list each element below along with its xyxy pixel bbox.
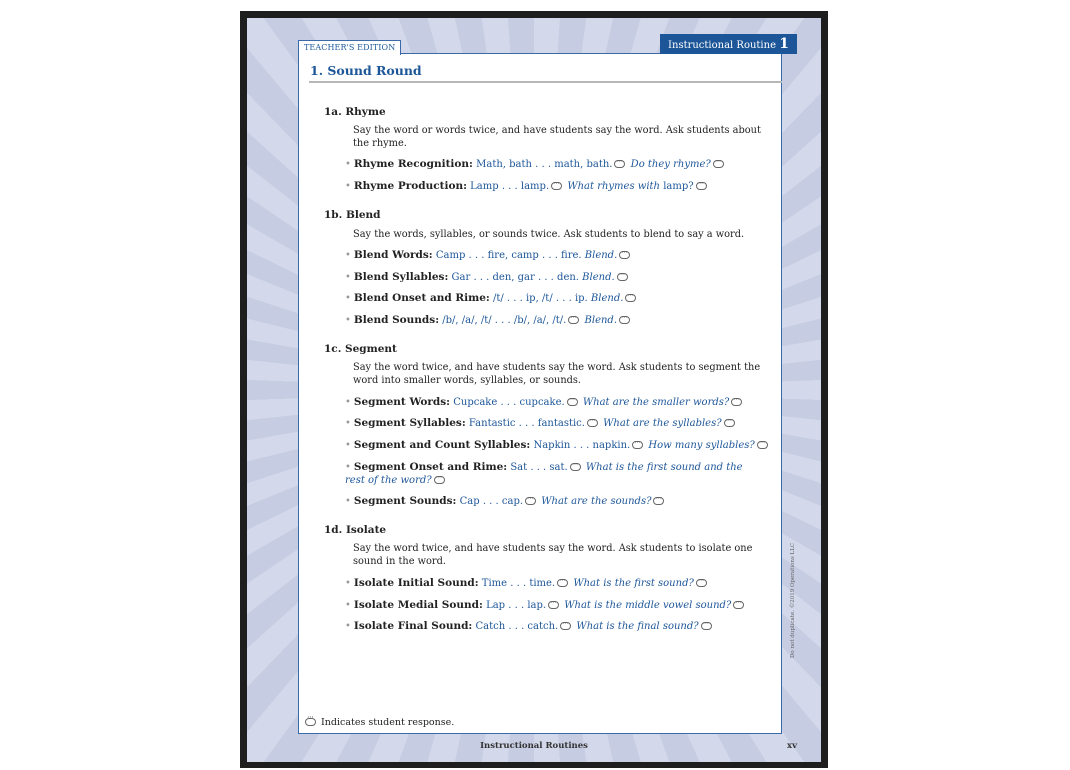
student-response-footnote: ··· Indicates student response.: [303, 717, 454, 728]
speech-bubble-icon: [701, 622, 712, 630]
speech-bubble-icon: [731, 398, 742, 406]
page-frame: [240, 11, 828, 768]
page-number: xv: [787, 741, 798, 751]
list-item: • Segment Sounds: Cap . . . cap. ··· What are the sounds?···: [345, 495, 775, 508]
speech-bubble-icon: [724, 419, 735, 427]
instructional-routine-tab: [660, 34, 797, 54]
speech-bubble-icon: [614, 160, 625, 168]
title-divider: [309, 81, 782, 83]
list-item: • Blend Syllables: Gar . . . den, gar . . . den. Blend.···: [345, 271, 775, 284]
section-heading-rhyme: 1a. Rhyme: [324, 106, 386, 118]
speech-bubble-icon: [548, 601, 559, 609]
speech-bubble-icon: [557, 579, 568, 587]
list-item: • Rhyme Recognition: Math, bath . . . math, bath. ··· Do they rhyme?···: [345, 158, 775, 171]
list-item: • Isolate Final Sound: Catch . . . catch. ··· What is the final sound?···: [345, 620, 775, 633]
speech-bubble-icon: [525, 497, 536, 505]
bullet-icon: •: [345, 293, 351, 304]
list-item: • Segment Onset and Rime: Sat . . . sat. ··· What is the first sound and the rest of the word?···: [345, 461, 765, 487]
speech-bubble-icon: [570, 463, 581, 471]
footer-section-name: Instructional Routines: [480, 741, 588, 751]
speech-bubble-icon: [653, 497, 664, 505]
speech-bubble-icon: [632, 441, 643, 449]
document-page: [247, 18, 821, 762]
routine-tab-number: 1: [779, 36, 789, 52]
speech-bubble-icon: [567, 398, 578, 406]
speech-bubble-icon: [587, 419, 598, 427]
list-item: • Isolate Initial Sound: Time . . . time. ··· What is the first sound?···: [345, 577, 775, 590]
speech-bubble-icon: [560, 622, 571, 630]
speech-bubble-icon: [551, 182, 562, 190]
speech-bubble-icon: [757, 441, 768, 449]
bullet-icon: •: [345, 397, 351, 408]
section-description-isolate: Say the word twice, and have students say the word. Ask students to isolate one sound in the word.: [353, 543, 753, 567]
speech-bubble-icon: [568, 316, 579, 324]
list-item: • Segment Syllables: Fantastic . . . fantastic. ··· What are the syllables?···: [345, 417, 775, 430]
speech-bubble-icon: [619, 316, 630, 324]
list-item: • Blend Onset and Rime: /t/ . . . ip, /t/ . . . ip. Blend.···: [345, 292, 775, 305]
bullet-icon: •: [345, 181, 351, 192]
speech-bubble-icon: [625, 294, 636, 302]
speech-bubble-icon: [713, 160, 724, 168]
teachers-edition-tab: TEACHER'S EDITION: [298, 40, 401, 55]
section-description-blend: Say the words, syllables, or sounds twice. Ask students to blend to say a word.: [353, 229, 745, 240]
routine-tab-label: Instructional Routine: [668, 40, 776, 51]
bullet-icon: •: [345, 315, 351, 326]
list-item: • Blend Words: Camp . . . fire, camp . . . fire. Blend.···: [345, 249, 775, 262]
copyright-notice: Do not duplicate. ©2019 Operations LLC: [790, 542, 796, 658]
bullet-icon: •: [345, 621, 351, 632]
section-heading-blend: 1b. Blend: [324, 209, 381, 221]
list-item: • Segment Words: Cupcake . . . cupcake. ··· What are the smaller words?···: [345, 396, 775, 409]
speech-bubble-icon: [434, 476, 445, 484]
page-title: 1. Sound Round: [310, 63, 422, 78]
bullet-icon: •: [345, 496, 351, 507]
list-item: • Blend Sounds: /b/, /a/, /t/ . . . /b/, /a/, /t/. ··· Blend.···: [345, 314, 775, 327]
bullet-icon: •: [345, 272, 351, 283]
speech-bubble-icon: [619, 251, 630, 259]
bullet-icon: •: [345, 600, 351, 611]
speech-bubble-icon: [617, 273, 628, 281]
list-item: • Rhyme Production: Lamp . . . lamp. ··· What rhymes with lamp?···: [345, 180, 775, 193]
bullet-icon: •: [345, 250, 351, 261]
bullet-icon: •: [345, 462, 351, 473]
speech-bubble-icon: [733, 601, 744, 609]
bullet-icon: •: [345, 440, 351, 451]
section-heading-segment: 1c. Segment: [324, 343, 397, 355]
section-description-segment: Say the word twice, and have students say the word. Ask students to segment the word into smaller words, syllables, or sounds.: [353, 362, 761, 386]
speech-bubble-icon: [696, 182, 707, 190]
bullet-icon: •: [345, 578, 351, 589]
bullet-icon: •: [345, 418, 351, 429]
speech-bubble-icon: [305, 718, 316, 726]
speech-bubble-icon: [696, 579, 707, 587]
section-heading-isolate: 1d. Isolate: [324, 524, 387, 536]
list-item: • Isolate Medial Sound: Lap . . . lap. ··· What is the middle vowel sound?···: [345, 599, 775, 612]
bullet-icon: •: [345, 159, 351, 170]
section-description-rhyme: Say the word or words twice, and have students say the word. Ask students about the rhyme.: [353, 125, 761, 149]
list-item: • Segment and Count Syllables: Napkin . . . napkin. ··· How many syllables?···: [345, 439, 775, 452]
